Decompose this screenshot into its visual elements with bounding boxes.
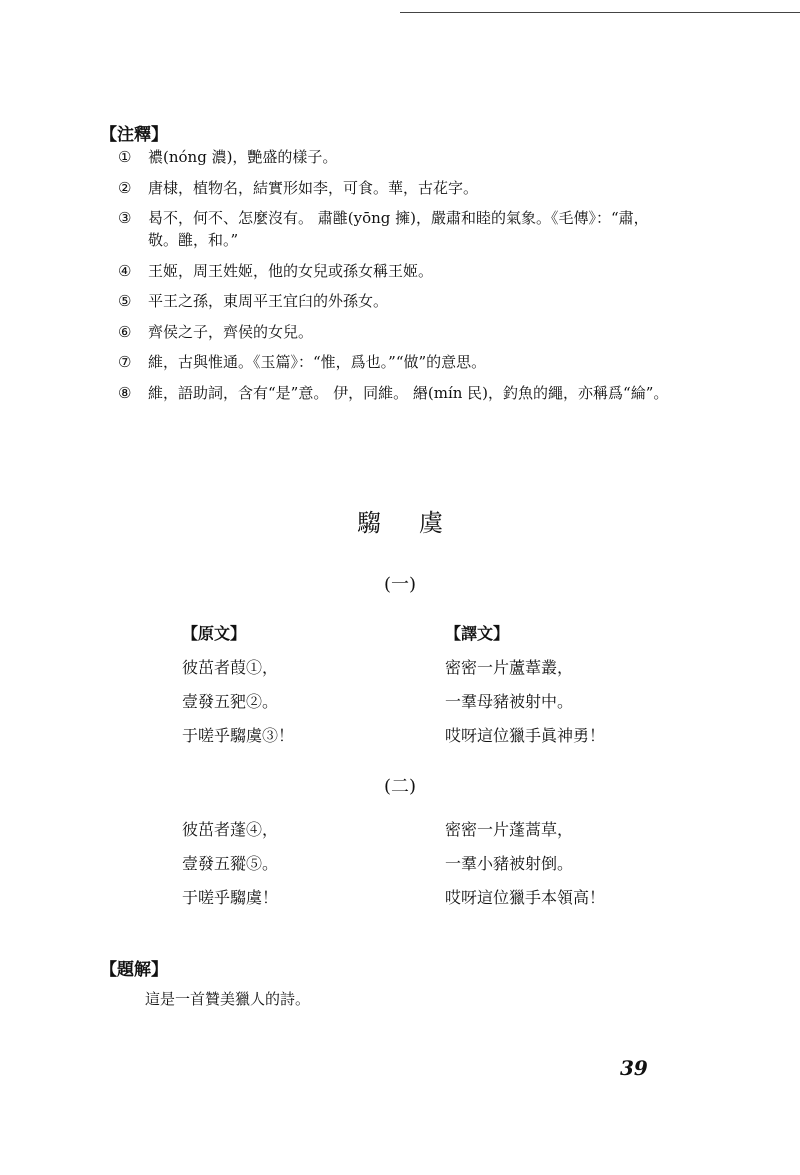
note-item: [118, 146, 678, 168]
note-item: [118, 177, 678, 199]
original-header: 【原文】: [182, 624, 247, 643]
translation-line: 哎呀這位獵手本領高！: [445, 888, 606, 907]
original-line: 彼茁者葭①，: [182, 658, 279, 677]
translation-column: [445, 816, 605, 918]
original-column: [182, 816, 278, 918]
note-number: ③: [118, 209, 132, 227]
poem-title: 騶虞: [357, 509, 481, 537]
translation-line: 哎呀這位獵手眞神勇！: [445, 726, 606, 745]
note-text: 平王之孫，東周平王宜臼的外孫女。: [148, 292, 389, 310]
note-text: 襛(nóng 濃)，艷盛的樣子。: [148, 148, 338, 166]
note-number: ⑥: [118, 322, 132, 341]
note-item: [118, 382, 678, 404]
note-text: 維，語助詞，含有“是”意。 伊，同維。 緡(mín 民)，釣魚的繩，亦稱爲“綸”。: [148, 383, 669, 402]
note-item: [118, 290, 678, 312]
note-text: 王姬，周王姓姬，他的女兒或孫女稱王姬。: [148, 261, 434, 280]
original-line: 于嗟乎騶虞！: [182, 888, 279, 907]
note-text: 曷不，何不、怎麼沒有。 肅雝(yōng 擁)，嚴肅和睦的氣象。《毛傳》：“肅，敬。雝，和。”: [148, 209, 649, 249]
note-text: 唐棣，植物名，結實形如李，可食。華，古花字。: [148, 178, 479, 197]
translation-line: 密密一片蓬蒿草，: [445, 820, 574, 839]
top-rule: [400, 12, 800, 13]
original-column: [182, 620, 294, 756]
note-text: 齊侯之子，齊侯的女兒。: [148, 322, 314, 341]
translation-line: 密密一片蘆葦叢，: [445, 658, 574, 677]
original-line: 壹發五豵⑤。: [182, 854, 279, 873]
notes-list: [118, 146, 678, 412]
translation-column: [445, 620, 605, 756]
note-item: [118, 321, 678, 343]
note-number: ⑧: [118, 383, 132, 402]
note-item: [118, 207, 678, 251]
page-number: 39: [620, 1056, 648, 1080]
stanza-number: (二): [383, 776, 417, 797]
notes-header: 【注釋】: [100, 125, 168, 145]
original-line: 彼茁者蓬④，: [182, 820, 279, 839]
note-number: ①: [118, 148, 132, 166]
translation-line: 一羣小豬被射倒。: [445, 854, 574, 873]
interpretation-text: 這是一首贊美獵人的詩。: [145, 990, 311, 1008]
note-number: ⑦: [118, 353, 132, 371]
original-line: 于嗟乎騶虞③！: [182, 726, 295, 745]
note-number: ⑤: [118, 292, 132, 310]
translation-header: 【譯文】: [445, 624, 510, 643]
note-number: ②: [118, 178, 132, 197]
note-item: [118, 351, 678, 373]
translation-line: 一羣母豬被射中。: [445, 692, 574, 711]
note-item: [118, 260, 678, 282]
original-line: 壹發五豝②。: [182, 692, 279, 711]
note-number: ④: [118, 261, 132, 280]
interpretation-header: 【題解】: [100, 960, 168, 980]
note-text: 維，古與惟通。《玉篇》：“惟，爲也。”“做”的意思。: [148, 353, 487, 371]
stanza-number: (一): [383, 574, 417, 595]
